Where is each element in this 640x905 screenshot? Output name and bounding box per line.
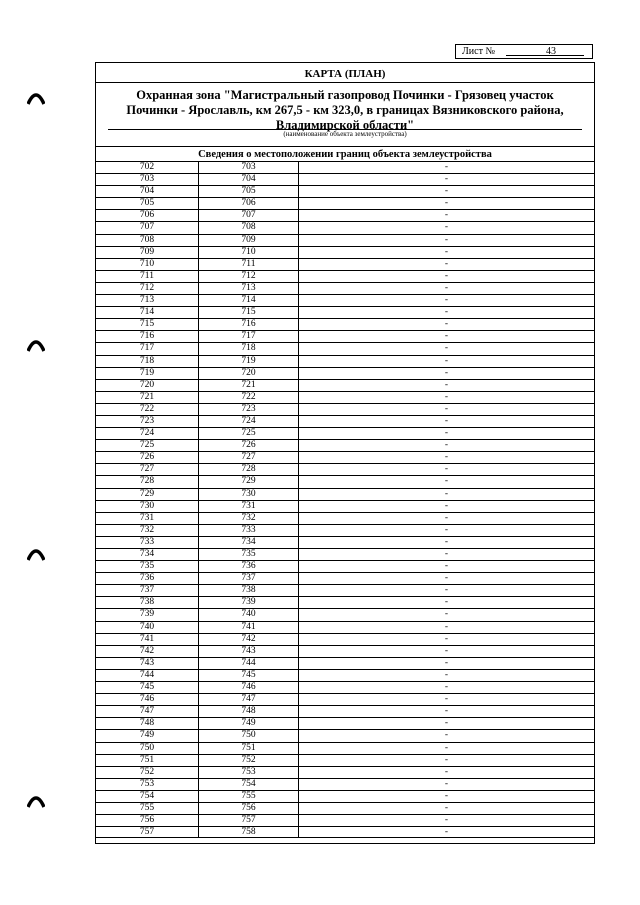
point-to-cell: 755 xyxy=(199,791,299,802)
point-from-cell: 746 xyxy=(96,694,199,705)
table-row xyxy=(96,645,594,657)
description-cell: - xyxy=(444,669,449,680)
table-row xyxy=(96,403,594,415)
point-to-cell: 737 xyxy=(199,573,299,584)
description-cell: - xyxy=(444,246,449,257)
description-cell: - xyxy=(444,186,449,197)
table-row xyxy=(96,439,594,451)
table-row xyxy=(96,778,594,790)
description-cell: - xyxy=(444,452,449,463)
description-cell: - xyxy=(444,234,449,245)
point-from-cell: 712 xyxy=(96,283,199,294)
point-to-cell: 758 xyxy=(199,827,299,837)
point-to-cell: 741 xyxy=(199,622,299,633)
description-cell: - xyxy=(444,476,449,487)
point-to-cell: 732 xyxy=(199,513,299,524)
table-row xyxy=(96,669,594,681)
point-from-cell: 751 xyxy=(96,755,199,766)
table-row xyxy=(96,596,594,608)
description-cell: - xyxy=(444,403,449,414)
point-to-cell: 726 xyxy=(199,440,299,451)
description-cell: - xyxy=(444,295,449,306)
point-from-cell: 752 xyxy=(96,767,199,778)
point-to-cell: 723 xyxy=(199,404,299,415)
table-row xyxy=(96,197,594,209)
table-row xyxy=(96,705,594,717)
point-from-cell: 735 xyxy=(96,561,199,572)
point-from-cell: 717 xyxy=(96,343,199,354)
point-from-cell: 757 xyxy=(96,827,199,837)
description-cell: - xyxy=(444,198,449,209)
point-to-cell: 716 xyxy=(199,319,299,330)
description-cell: - xyxy=(444,561,449,572)
table-row xyxy=(96,717,594,729)
point-to-cell: 756 xyxy=(199,803,299,814)
point-from-cell: 749 xyxy=(96,730,199,741)
table-row xyxy=(96,657,594,669)
punch-hole-icon xyxy=(27,795,45,808)
table-row xyxy=(96,355,594,367)
table-row xyxy=(96,330,594,342)
description-cell: - xyxy=(444,778,449,789)
point-to-cell: 709 xyxy=(199,235,299,246)
description-cell: - xyxy=(444,730,449,741)
point-to-cell: 717 xyxy=(199,331,299,342)
point-to-cell: 713 xyxy=(199,283,299,294)
table-row xyxy=(96,512,594,524)
point-to-cell: 712 xyxy=(199,271,299,282)
point-from-cell: 750 xyxy=(96,743,199,754)
point-to-cell: 718 xyxy=(199,343,299,354)
table-row xyxy=(96,814,594,826)
object-title-line: Охранная зона "Магистральный газопровод Починки - Грязовец участок xyxy=(136,88,554,102)
section-divider xyxy=(96,146,594,147)
point-to-cell: 715 xyxy=(199,307,299,318)
table-row xyxy=(96,693,594,705)
page-title: КАРТА (ПЛАН) xyxy=(304,68,386,80)
description-cell: - xyxy=(444,827,449,838)
table-row xyxy=(96,246,594,258)
point-to-cell: 714 xyxy=(199,295,299,306)
point-from-cell: 730 xyxy=(96,501,199,512)
point-to-cell: 719 xyxy=(199,356,299,367)
description-cell: - xyxy=(444,210,449,221)
point-from-cell: 722 xyxy=(96,404,199,415)
punch-hole-icon xyxy=(27,548,45,561)
point-to-cell: 729 xyxy=(199,476,299,487)
point-from-cell: 714 xyxy=(96,307,199,318)
table-row xyxy=(96,318,594,330)
point-to-cell: 748 xyxy=(199,706,299,717)
table-row xyxy=(96,584,594,596)
point-from-cell: 745 xyxy=(96,682,199,693)
table-row xyxy=(96,367,594,379)
point-to-cell: 754 xyxy=(199,779,299,790)
point-to-cell: 703 xyxy=(199,162,299,173)
point-from-cell: 728 xyxy=(96,476,199,487)
description-cell: - xyxy=(444,766,449,777)
map-plan-frame xyxy=(95,62,595,844)
description-cell: - xyxy=(444,621,449,632)
point-from-cell: 715 xyxy=(96,319,199,330)
table-row xyxy=(96,729,594,741)
point-from-cell: 721 xyxy=(96,392,199,403)
point-from-cell: 741 xyxy=(96,634,199,645)
point-to-cell: 728 xyxy=(199,464,299,475)
table-row xyxy=(96,209,594,221)
description-cell: - xyxy=(444,609,449,620)
point-to-cell: 722 xyxy=(199,392,299,403)
point-from-cell: 706 xyxy=(96,210,199,221)
point-to-cell: 704 xyxy=(199,174,299,185)
point-from-cell: 727 xyxy=(96,464,199,475)
sheet-label: Лист № xyxy=(462,46,495,57)
point-to-cell: 743 xyxy=(199,646,299,657)
point-to-cell: 739 xyxy=(199,597,299,608)
description-cell: - xyxy=(444,815,449,826)
point-from-cell: 733 xyxy=(96,537,199,548)
point-to-cell: 745 xyxy=(199,670,299,681)
object-caption: (наименование объекта землеустройства) xyxy=(283,130,407,138)
punch-hole-icon xyxy=(27,339,45,352)
description-cell: - xyxy=(444,162,449,172)
point-to-cell: 734 xyxy=(199,537,299,548)
point-from-cell: 705 xyxy=(96,198,199,209)
point-from-cell: 754 xyxy=(96,791,199,802)
point-from-cell: 707 xyxy=(96,222,199,233)
table-row xyxy=(96,621,594,633)
description-cell: - xyxy=(444,645,449,656)
point-to-cell: 742 xyxy=(199,634,299,645)
description-cell: - xyxy=(444,343,449,354)
table-row xyxy=(96,548,594,560)
point-to-cell: 725 xyxy=(199,428,299,439)
table-row xyxy=(96,500,594,512)
point-from-cell: 723 xyxy=(96,416,199,427)
table-row xyxy=(96,608,594,620)
object-title-line: Владимирской области" xyxy=(275,118,415,132)
point-to-cell: 740 xyxy=(199,609,299,620)
description-cell: - xyxy=(444,802,449,813)
description-cell: - xyxy=(444,790,449,801)
description-cell: - xyxy=(444,718,449,729)
description-cell: - xyxy=(444,694,449,705)
point-to-cell: 731 xyxy=(199,501,299,512)
object-title-line: Починки - Ярославль, км 267,5 - км 323,0, в границах Вязниковского района, xyxy=(126,103,564,117)
point-to-cell: 706 xyxy=(199,198,299,209)
table-row xyxy=(96,342,594,354)
point-from-cell: 729 xyxy=(96,489,199,500)
point-to-cell: 738 xyxy=(199,585,299,596)
table-row xyxy=(96,185,594,197)
description-cell: - xyxy=(444,536,449,547)
table-row xyxy=(96,282,594,294)
point-to-cell: 752 xyxy=(199,755,299,766)
point-from-cell: 710 xyxy=(96,259,199,270)
description-cell: - xyxy=(444,549,449,559)
point-from-cell: 716 xyxy=(96,331,199,342)
point-from-cell: 743 xyxy=(96,658,199,669)
point-from-cell: 725 xyxy=(96,440,199,451)
point-to-cell: 710 xyxy=(199,247,299,258)
table-row xyxy=(96,802,594,814)
table-row xyxy=(96,560,594,572)
description-cell: - xyxy=(444,488,449,499)
description-cell: - xyxy=(444,367,449,378)
table-row xyxy=(96,790,594,802)
point-to-cell: 730 xyxy=(199,489,299,500)
table-row xyxy=(96,379,594,391)
table-row xyxy=(96,415,594,427)
table-row xyxy=(96,826,594,838)
table-row xyxy=(96,306,594,318)
description-cell: - xyxy=(444,391,449,402)
description-cell: - xyxy=(444,657,449,668)
description-cell: - xyxy=(444,331,449,342)
table-row xyxy=(96,173,594,185)
point-from-cell: 731 xyxy=(96,513,199,524)
point-from-cell: 755 xyxy=(96,803,199,814)
point-to-cell: 746 xyxy=(199,682,299,693)
point-from-cell: 704 xyxy=(96,186,199,197)
punch-hole-icon xyxy=(27,92,45,105)
point-from-cell: 734 xyxy=(96,549,199,560)
description-cell: - xyxy=(444,500,449,511)
point-from-cell: 737 xyxy=(96,585,199,596)
section-title: Сведения о местоположении границ объекта землеустройства xyxy=(198,149,492,160)
description-cell: - xyxy=(444,754,449,765)
point-from-cell: 742 xyxy=(96,646,199,657)
point-from-cell: 738 xyxy=(96,597,199,608)
point-to-cell: 720 xyxy=(199,368,299,379)
description-cell: - xyxy=(444,440,449,451)
point-from-cell: 709 xyxy=(96,247,199,258)
table-row xyxy=(96,294,594,306)
point-from-cell: 718 xyxy=(96,356,199,367)
point-to-cell: 757 xyxy=(199,815,299,826)
description-cell: - xyxy=(444,307,449,318)
point-to-cell: 751 xyxy=(199,743,299,754)
table-row xyxy=(96,754,594,766)
point-from-cell: 702 xyxy=(96,162,199,173)
point-from-cell: 732 xyxy=(96,525,199,536)
point-from-cell: 744 xyxy=(96,670,199,681)
description-cell: - xyxy=(444,682,449,693)
boundary-table xyxy=(96,161,594,838)
table-row xyxy=(96,234,594,246)
point-from-cell: 720 xyxy=(96,380,199,391)
point-from-cell: 740 xyxy=(96,622,199,633)
point-to-cell: 705 xyxy=(199,186,299,197)
table-row xyxy=(96,742,594,754)
point-to-cell: 735 xyxy=(199,549,299,560)
point-from-cell: 753 xyxy=(96,779,199,790)
table-row xyxy=(96,270,594,282)
description-cell: - xyxy=(444,355,449,366)
point-from-cell: 719 xyxy=(96,368,199,379)
table-row xyxy=(96,475,594,487)
point-from-cell: 711 xyxy=(96,271,199,282)
table-row xyxy=(96,572,594,584)
sheet-number: 43 xyxy=(546,46,556,57)
point-to-cell: 744 xyxy=(199,658,299,669)
table-row xyxy=(96,681,594,693)
point-to-cell: 707 xyxy=(199,210,299,221)
point-from-cell: 726 xyxy=(96,452,199,463)
point-to-cell: 724 xyxy=(199,416,299,427)
point-from-cell: 756 xyxy=(96,815,199,826)
description-cell: - xyxy=(444,464,449,475)
point-from-cell: 713 xyxy=(96,295,199,306)
sheet-number-underline xyxy=(506,55,584,56)
description-cell: - xyxy=(444,512,449,523)
table-row xyxy=(96,451,594,463)
point-to-cell: 749 xyxy=(199,718,299,729)
description-cell: - xyxy=(444,585,449,596)
point-from-cell: 736 xyxy=(96,573,199,584)
description-cell: - xyxy=(444,415,449,426)
point-from-cell: 739 xyxy=(96,609,199,620)
table-row xyxy=(96,633,594,645)
point-to-cell: 721 xyxy=(199,380,299,391)
point-to-cell: 708 xyxy=(199,222,299,233)
table-row xyxy=(96,463,594,475)
point-from-cell: 703 xyxy=(96,174,199,185)
point-to-cell: 747 xyxy=(199,694,299,705)
table-row xyxy=(96,766,594,778)
description-cell: - xyxy=(444,428,449,439)
description-cell: - xyxy=(444,524,449,535)
point-from-cell: 747 xyxy=(96,706,199,717)
description-cell: - xyxy=(444,379,449,390)
sheet-number-box xyxy=(455,44,593,59)
description-cell: - xyxy=(444,258,449,269)
description-cell: - xyxy=(444,742,449,753)
point-to-cell: 733 xyxy=(199,525,299,536)
table-row xyxy=(96,258,594,270)
point-from-cell: 724 xyxy=(96,428,199,439)
table-row xyxy=(96,524,594,536)
table-row xyxy=(96,536,594,548)
description-cell: - xyxy=(444,319,449,330)
point-to-cell: 711 xyxy=(199,259,299,270)
title-divider xyxy=(96,82,594,83)
table-row xyxy=(96,427,594,439)
point-from-cell: 748 xyxy=(96,718,199,729)
object-title xyxy=(96,88,594,133)
description-cell: - xyxy=(444,270,449,281)
table-row xyxy=(96,488,594,500)
description-cell: - xyxy=(444,573,449,584)
table-row xyxy=(96,161,594,173)
point-to-cell: 736 xyxy=(199,561,299,572)
description-cell: - xyxy=(444,633,449,644)
point-to-cell: 750 xyxy=(199,730,299,741)
description-cell: - xyxy=(444,282,449,293)
point-to-cell: 753 xyxy=(199,767,299,778)
table-row xyxy=(96,391,594,403)
description-cell: - xyxy=(444,706,449,717)
table-row xyxy=(96,221,594,233)
description-cell: - xyxy=(444,597,449,608)
description-cell: - xyxy=(444,222,449,233)
point-from-cell: 708 xyxy=(96,235,199,246)
point-to-cell: 727 xyxy=(199,452,299,463)
description-cell: - xyxy=(444,174,449,185)
